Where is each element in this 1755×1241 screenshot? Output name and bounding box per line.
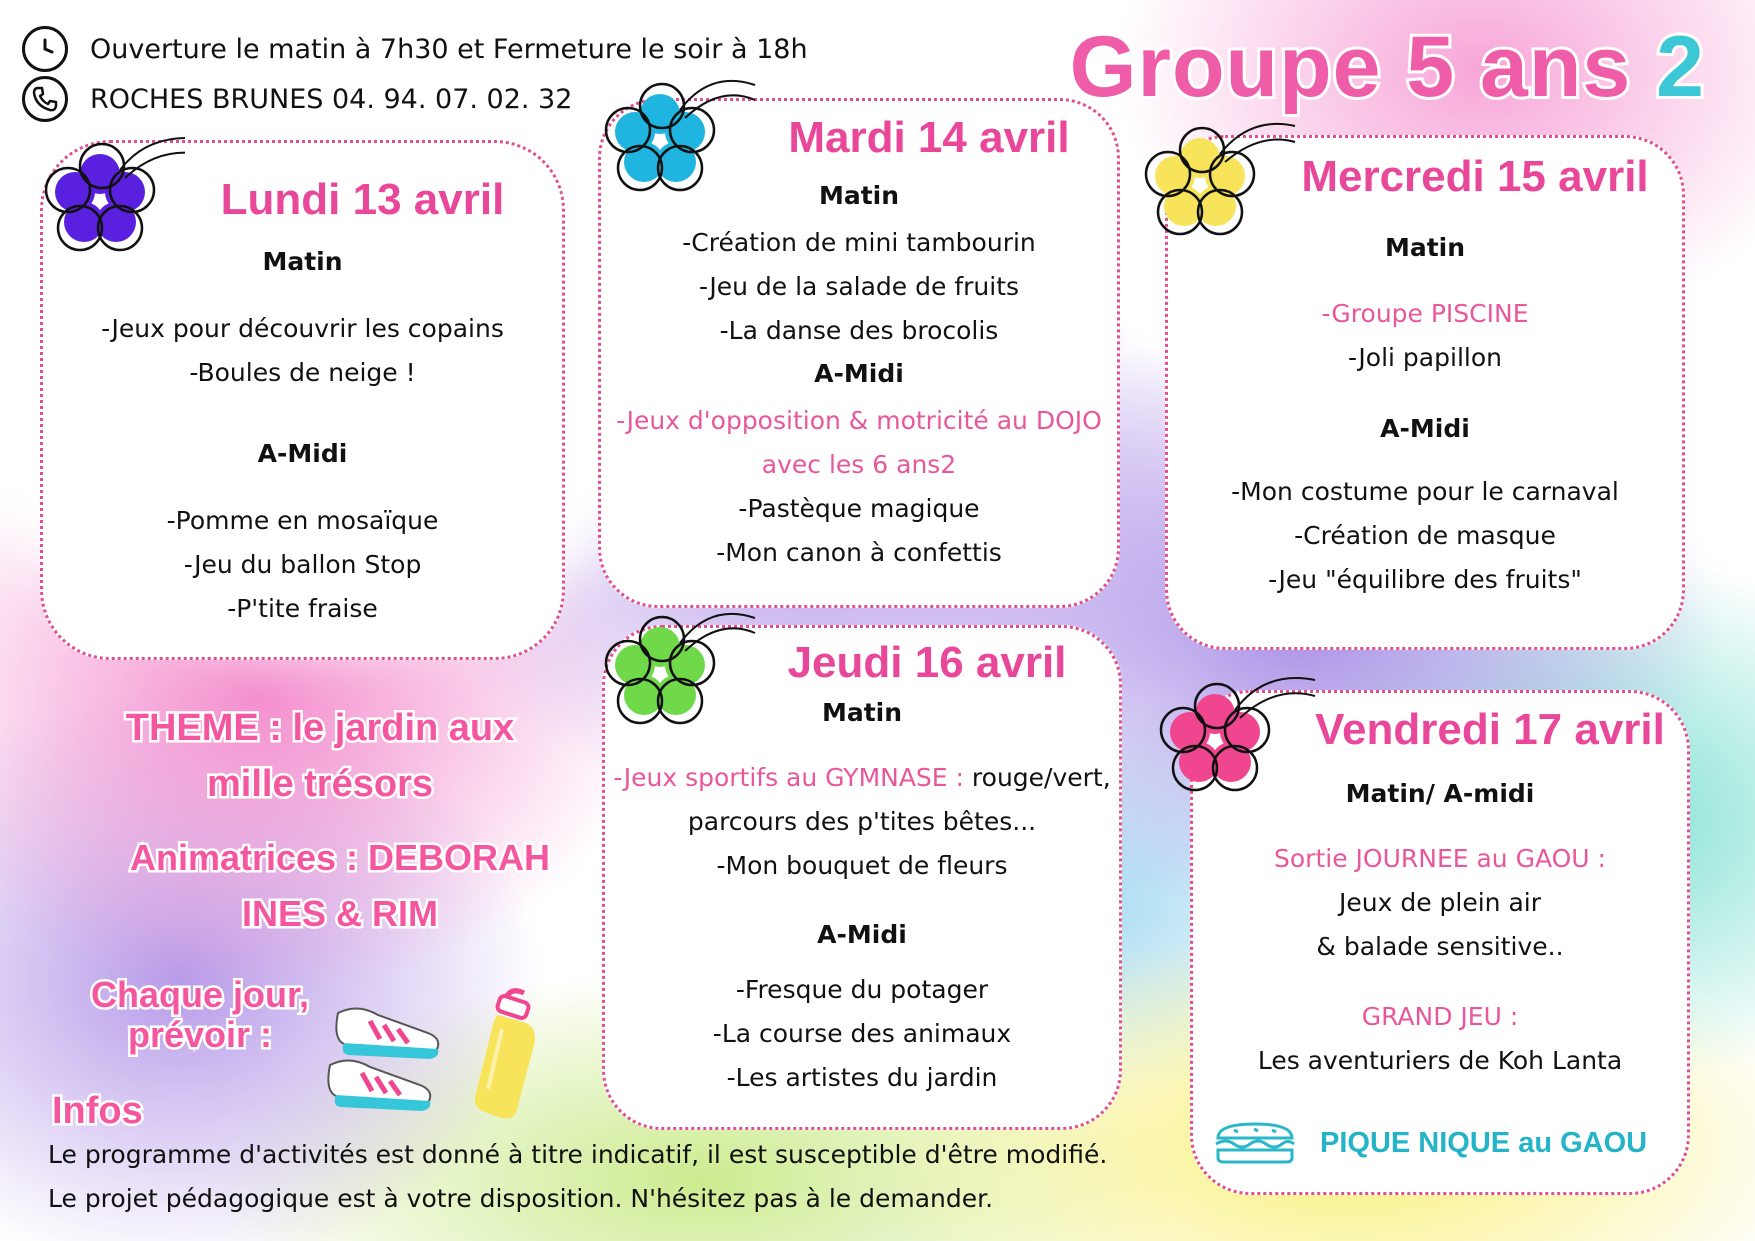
activity: parcours des p'tites bêtes...: [687, 807, 1037, 836]
clock-icon: [22, 26, 68, 72]
activity: -Les artistes du jardin: [726, 1063, 998, 1092]
opening-hours-text: Ouverture le matin à 7h30 et Fermeture le soir à 18h: [90, 33, 808, 65]
sortie-label: Sortie JOURNEE au GAOU :: [1274, 844, 1606, 873]
sandwich-icon: [1212, 1120, 1298, 1166]
title-number: 2: [1656, 19, 1705, 115]
animatrices-block: [120, 830, 560, 942]
matin-list: [43, 307, 562, 395]
flower-green-icon: [598, 605, 758, 735]
activity: -Groupe PISCINE: [1321, 299, 1529, 328]
matin-list: [601, 221, 1117, 353]
theme-block: [120, 700, 520, 812]
activity: -Fresque du potager: [735, 975, 989, 1004]
flower-blue-icon: [598, 72, 758, 202]
opening-hours-row: [22, 26, 808, 72]
page-title: [1070, 18, 1705, 117]
day-title: Mercredi 15 avril: [1301, 152, 1649, 201]
matin-label: Matin: [821, 698, 903, 727]
theme-line: mille trésors: [207, 763, 433, 805]
chaque-line: Chaque jour,: [90, 974, 310, 1015]
activity: -P'tite fraise: [227, 594, 378, 623]
flower-violet-icon: [45, 130, 185, 260]
activity: -Jeux d'opposition & motricité au DOJO: [616, 406, 1102, 435]
matin-label: Matin: [1384, 233, 1466, 262]
contact-text: ROCHES BRUNES 04. 94. 07. 02. 32: [90, 83, 573, 115]
infos-title: Infos: [52, 1090, 143, 1132]
day-title: Mardi 14 avril: [788, 113, 1070, 162]
activity: -Mon costume pour le carnaval: [1231, 477, 1619, 506]
infos-line: Le programme d'activités est donné à titre indicatif, il est susceptible d'être modifié.: [48, 1140, 1108, 1169]
activity: -Création de mini tambourin: [682, 228, 1036, 257]
water-bottle-icon: [468, 985, 558, 1125]
amidi-label: A-Midi: [817, 920, 907, 949]
animatrices-line: Animatrices : DEBORAH: [129, 837, 551, 878]
amidi-label: A-Midi: [814, 359, 904, 388]
matin-list: [1168, 292, 1682, 380]
activity: -La course des animaux: [712, 1019, 1012, 1048]
activity: -Joli papillon: [1348, 343, 1502, 372]
flower-pink-icon: [1150, 668, 1320, 798]
matin-amidi-label: Matin/ A-midi: [1345, 779, 1535, 808]
activity: -La danse des brocolis: [719, 316, 999, 345]
activity: -Jeux pour découvrir les copains: [101, 314, 504, 343]
amidi-list: [43, 499, 562, 631]
pique-nique-row: [1212, 1120, 1647, 1166]
contact-row: [22, 76, 572, 122]
day-title: Lundi 13 avril: [220, 175, 505, 224]
activity: -Jeu "équilibre des fruits": [1268, 565, 1582, 594]
amidi-list: [601, 399, 1117, 575]
activity: -Jeu du ballon Stop: [183, 550, 422, 579]
activity: -Boules de neige !: [189, 358, 416, 387]
activity: Les aventuriers de Koh Lanta: [1257, 1046, 1623, 1075]
activity: & balade sensitive..: [1316, 932, 1564, 961]
chaque-line: prévoir :: [127, 1014, 273, 1055]
matin-list: [605, 756, 1119, 888]
phone-icon: [22, 76, 68, 122]
pique-nique-text: PIQUE NIQUE au GAOU: [1320, 1126, 1648, 1159]
activity-rest: rouge/vert,: [963, 763, 1111, 792]
amidi-list: [605, 968, 1119, 1100]
sneakers-icon: [318, 995, 458, 1115]
grand-jeu-label: GRAND JEU :: [1361, 1002, 1519, 1031]
day-title: Vendredi 17 avril: [1315, 705, 1665, 754]
amidi-label: A-Midi: [1380, 414, 1470, 443]
theme-line: THEME : le jardin aux: [125, 707, 515, 749]
activity: -Pomme en mosaïque: [166, 506, 439, 535]
activity: -Mon canon à confettis: [716, 538, 1002, 567]
infos-line: Le projet pédagogique est à votre disposition. N'hésitez pas à le demander.: [48, 1184, 994, 1213]
vendredi-list: [1193, 837, 1687, 1083]
flower-yellow-icon: [1138, 112, 1298, 242]
matin-label: Matin: [262, 247, 343, 276]
activity: -Mon bouquet de fleurs: [716, 851, 1008, 880]
animatrices-line: INES & RIM: [241, 893, 438, 934]
activity: -Jeu de la salade de fruits: [698, 272, 1020, 301]
activity: avec les 6 ans2: [761, 450, 957, 479]
activity: [605, 756, 1119, 800]
amidi-label: A-Midi: [257, 439, 348, 468]
activity-pink: -Jeux sportifs au GYMNASE :: [613, 763, 964, 792]
title-text: Groupe 5 ans: [1069, 19, 1632, 115]
day-title: Jeudi 16 avril: [787, 638, 1067, 687]
activity: Jeux de plein air: [1338, 888, 1541, 917]
activity: -Pastèque magique: [738, 494, 980, 523]
matin-label: Matin: [818, 181, 900, 210]
chaque-jour-block: [80, 975, 320, 1055]
amidi-list: [1168, 470, 1682, 602]
activity: -Création de masque: [1294, 521, 1556, 550]
